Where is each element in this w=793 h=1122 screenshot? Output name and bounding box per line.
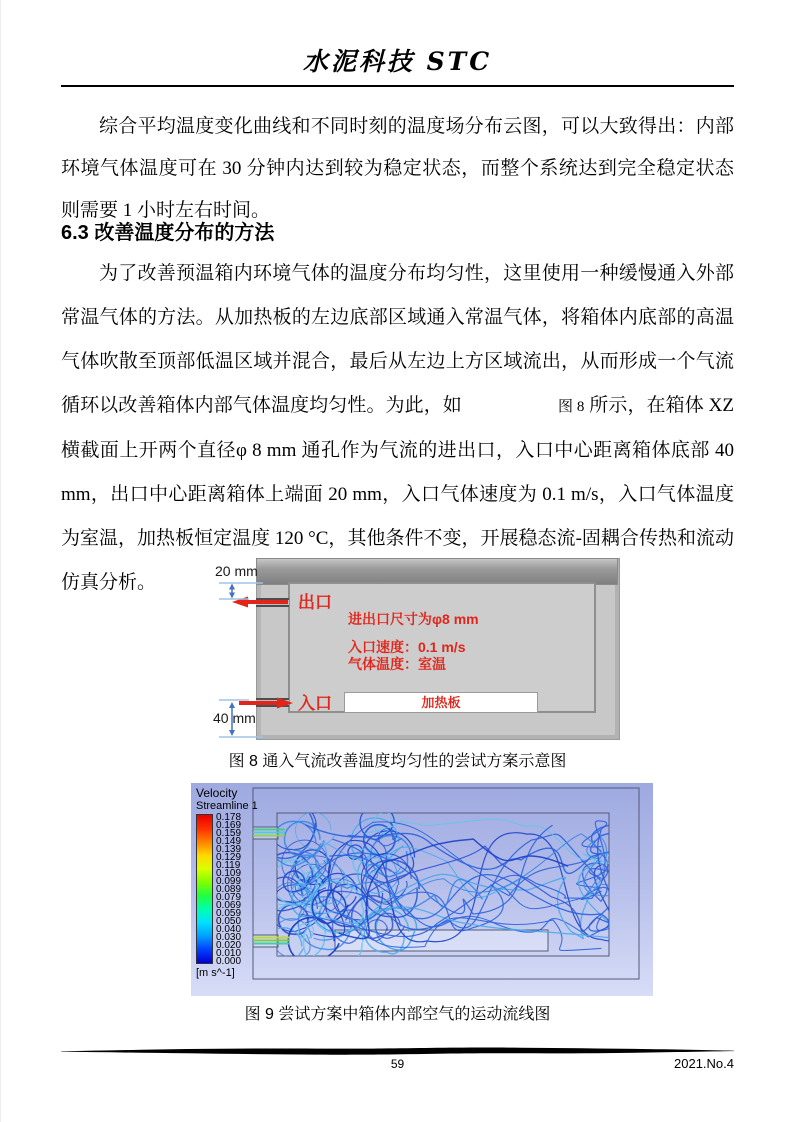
colorbar-tick: 0.099 <box>216 876 242 887</box>
colorbar-tick: 0.119 <box>216 860 241 871</box>
dim-bottom-arrowhead-down <box>229 730 235 736</box>
paragraph-conclusion: 综合平均温度变化曲线和不同时刻的温度场分布云图，可以大致得出：内部环境气体温度可在 30 分钟内达到较为稳定状态，而整个系统达到完全稳定状态则需要 1 小时左右时间。 <box>61 116 734 221</box>
colorbar-tick: 0.139 <box>216 844 242 855</box>
outlet-arrow-head <box>232 597 248 608</box>
header-rule <box>61 85 734 87</box>
colorbar-tick: 0.000 <box>216 956 242 967</box>
outlet-label: 出口 <box>298 593 332 612</box>
footer-rule-shape <box>61 1048 734 1055</box>
colorbar-tick: 0.040 <box>216 924 242 935</box>
inlet-arrow-head <box>277 698 293 709</box>
colorbar-tick: 0.178 <box>216 812 242 823</box>
colorbar-tick: 0.069 <box>216 900 242 911</box>
paragraph-method-before-ref: 为了改善预温箱内环境气体的温度分布均匀性，这里使用一种缓慢通入外部常温气体的方法。从加热板的左边底部区域通入常温气体，将箱体内底部的高温气体吹散至顶部低温区域并混合，最后从左边上方区域流出，从而形成一个气流循环以改善箱体内部气体温度均匀性。为此，如 <box>61 263 734 416</box>
figure8-caption: 图 8 通入气流改善温度均匀性的尝试方案示意图 <box>228 753 567 770</box>
figure9-streamline-plot <box>191 783 653 996</box>
colorbar <box>196 814 213 964</box>
heater-plate: 加热板 <box>344 692 538 713</box>
issue-label: 2021.No.4 <box>674 1056 734 1071</box>
colorbar-tick: 0.089 <box>216 884 242 895</box>
dim-top-arrowhead-down <box>229 593 235 599</box>
note-gas-temperature: 气体温度：室温 <box>348 656 446 672</box>
streamline <box>365 819 623 867</box>
dim-top-arrowhead-up <box>229 584 235 590</box>
colorbar-tick: 0.059 <box>216 908 242 919</box>
inlet-label: 入口 <box>298 694 332 713</box>
legend-unit: [m s^-1] <box>196 967 235 979</box>
colorbar-tick: 0.050 <box>216 916 242 927</box>
streamline-canvas <box>191 783 653 996</box>
page-number: 59 <box>390 1057 405 1071</box>
paragraph-method-after-ref: 所示，在箱体 XZ 横截面上开两个直径φ 8 mm 通孔作为气流的进出口，入口中心距离箱体底部 40 mm，出口中心距离箱体上端面 20 mm，入口气体速度为 0.1 m/s，入口气体温度为室温，加热板恒定温度 120 °C，其他条件不变，开展稳态流-固耦合传热和流动仿真分析。 <box>61 395 734 593</box>
figure8-cross-reference: 图 8 <box>557 399 585 415</box>
dim-top-label: 20 mm <box>215 563 258 579</box>
colorbar-tick: 0.109 <box>216 868 242 879</box>
colorbar-tick: 0.149 <box>216 836 242 847</box>
legend-title: Velocity <box>196 786 238 800</box>
dim-bottom-arrowhead-up <box>229 702 235 708</box>
footer-decorative-rule <box>61 1046 734 1056</box>
figure8-schematic <box>191 552 653 746</box>
colorbar-tick: 0.159 <box>216 828 242 839</box>
colorbar-tick: 0.030 <box>216 932 242 943</box>
legend-subtitle: Streamline 1 <box>196 800 258 812</box>
colorbar-tick: 0.129 <box>216 852 242 863</box>
section-heading: 6.3 改善温度分布的方法 <box>61 221 275 244</box>
figure9-caption: 图 9 尝试方案中箱体内部空气的运动流线图 <box>244 1006 551 1023</box>
streamline <box>288 918 339 965</box>
note-port-size: 进出口尺寸为φ8 mm <box>348 611 479 627</box>
colorbar-tick: 0.079 <box>216 892 242 903</box>
dim-bottom-label: 40 mm <box>213 710 256 726</box>
colorbar-tick: 0.020 <box>216 940 242 951</box>
journal-header-title: 水泥科技 STC <box>302 47 493 76</box>
note-inlet-velocity: 入口速度：0.1 m/s <box>348 639 466 655</box>
legend-bar-row <box>196 812 258 967</box>
colorbar-tick-labels <box>216 812 242 967</box>
colorbar-tick: 0.010 <box>216 948 242 959</box>
velocity-legend <box>196 787 258 979</box>
colorbar-tick: 0.169 <box>216 820 242 831</box>
